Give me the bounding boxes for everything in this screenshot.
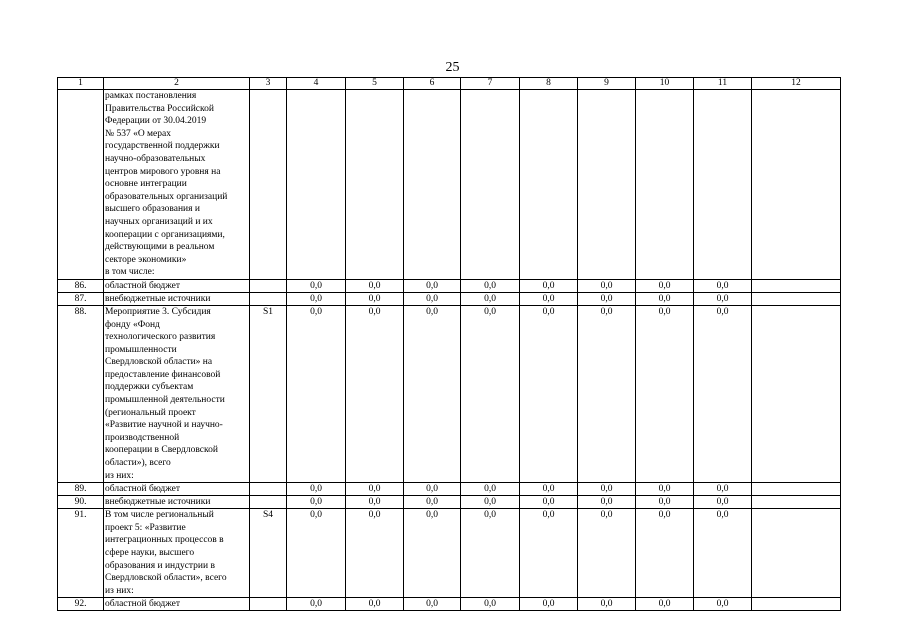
value-cell: 0,0 [578,483,636,496]
value-cell: 0,0 [461,292,520,305]
value-cell: 0,0 [346,509,404,598]
value-cell: 0,0 [404,598,461,611]
row-description: внебюджетные источники [104,292,250,305]
value-cell [636,90,694,280]
row-description: Мероприятие 3. Субсидия фонду «Фонд технологического развития промышленности Свердловской области» на предоставление финансовой поддержки субъектам промышленной деятельности (региональный проект «Развитие научной и научно- производственной кооперации в Свердловской области»), всего из них: [104,305,250,482]
value-cell-last [752,496,841,509]
value-cell [461,90,520,280]
column-header: 11 [694,78,752,90]
row-code [250,90,287,280]
table-row [58,90,841,280]
value-cell: 0,0 [520,279,578,292]
value-cell: 0,0 [287,509,346,598]
value-cell: 0,0 [520,496,578,509]
value-cell: 0,0 [520,305,578,482]
value-cell: 0,0 [461,483,520,496]
value-cell: 0,0 [520,509,578,598]
value-cell: 0,0 [636,509,694,598]
column-header: 5 [346,78,404,90]
value-cell: 0,0 [578,496,636,509]
value-cell [346,90,404,280]
table-row [58,279,841,292]
value-cell: 0,0 [520,483,578,496]
value-cell: 0,0 [346,292,404,305]
value-cell: 0,0 [578,598,636,611]
row-code [250,496,287,509]
budget-table [57,77,841,611]
value-cell: 0,0 [346,483,404,496]
row-code [250,279,287,292]
value-cell-last [752,292,841,305]
row-description: В том числе региональный проект 5: «Развитие интеграционных процессов в сфере науки, высшего образования и индустрии в Свердловской области», всего из них: [104,509,250,598]
value-cell [578,90,636,280]
value-cell: 0,0 [404,483,461,496]
value-cell: 0,0 [694,496,752,509]
column-header: 4 [287,78,346,90]
value-cell: 0,0 [404,496,461,509]
value-cell: 0,0 [636,483,694,496]
value-cell: 0,0 [694,305,752,482]
column-header: 9 [578,78,636,90]
value-cell-last [752,90,841,280]
page-number: 25 [445,60,460,75]
column-header: 3 [250,78,287,90]
value-cell: 0,0 [287,292,346,305]
row-number: 86. [58,279,104,292]
value-cell: 0,0 [404,305,461,482]
value-cell: 0,0 [694,279,752,292]
table-row [58,496,841,509]
value-cell: 0,0 [694,483,752,496]
table-row [58,509,841,598]
table-row [58,292,841,305]
column-header: 6 [404,78,461,90]
value-cell: 0,0 [520,292,578,305]
value-cell: 0,0 [404,292,461,305]
value-cell: 0,0 [404,279,461,292]
column-header: 1 [58,78,104,90]
value-cell-last [752,509,841,598]
value-cell [694,90,752,280]
column-header: 10 [636,78,694,90]
value-cell: 0,0 [461,279,520,292]
row-number [58,90,104,280]
row-number: 91. [58,509,104,598]
value-cell: 0,0 [578,279,636,292]
value-cell: 0,0 [346,496,404,509]
row-code [250,598,287,611]
value-cell: 0,0 [636,496,694,509]
row-number: 89. [58,483,104,496]
value-cell [404,90,461,280]
value-cell: 0,0 [287,279,346,292]
value-cell: 0,0 [404,509,461,598]
row-code [250,483,287,496]
value-cell: 0,0 [636,292,694,305]
table-row [58,598,841,611]
value-cell: 0,0 [578,305,636,482]
value-cell: 0,0 [287,483,346,496]
row-number: 88. [58,305,104,482]
value-cell: 0,0 [346,305,404,482]
row-description: областной бюджет [104,598,250,611]
value-cell: 0,0 [694,292,752,305]
column-header: 12 [752,78,841,90]
value-cell-last [752,483,841,496]
row-description: рамках постановления Правительства Российской Федерации от 30.04.2019 № 537 «О мерах государственной поддержки научно-образовательных центров мирового уровня на основне интеграции образовательных организаций высшего образования и научных организаций и их кооперации с организациями, действующими в реальном секторе экономики» в том числе: [104,90,250,280]
row-description: областной бюджет [104,483,250,496]
value-cell: 0,0 [636,279,694,292]
value-cell: 0,0 [578,509,636,598]
value-cell: 0,0 [636,305,694,482]
value-cell: 0,0 [461,496,520,509]
row-number: 87. [58,292,104,305]
value-cell: 0,0 [461,598,520,611]
value-cell: 0,0 [461,305,520,482]
value-cell: 0,0 [694,509,752,598]
header-row [58,78,841,90]
value-cell-last [752,598,841,611]
value-cell: 0,0 [694,598,752,611]
row-code: S1 [250,305,287,482]
row-code [250,292,287,305]
row-code: S4 [250,509,287,598]
value-cell: 0,0 [346,279,404,292]
row-description: внебюджетные источники [104,496,250,509]
value-cell: 0,0 [520,598,578,611]
value-cell-last [752,305,841,482]
value-cell: 0,0 [346,598,404,611]
row-number: 90. [58,496,104,509]
value-cell: 0,0 [287,496,346,509]
row-number: 92. [58,598,104,611]
value-cell: 0,0 [287,305,346,482]
column-header: 8 [520,78,578,90]
value-cell [287,90,346,280]
value-cell: 0,0 [287,598,346,611]
column-header: 2 [104,78,250,90]
row-description: областной бюджет [104,279,250,292]
table-row [58,305,841,482]
table-row [58,483,841,496]
value-cell: 0,0 [578,292,636,305]
column-header: 7 [461,78,520,90]
value-cell: 0,0 [636,598,694,611]
value-cell [520,90,578,280]
value-cell-last [752,279,841,292]
value-cell: 0,0 [461,509,520,598]
